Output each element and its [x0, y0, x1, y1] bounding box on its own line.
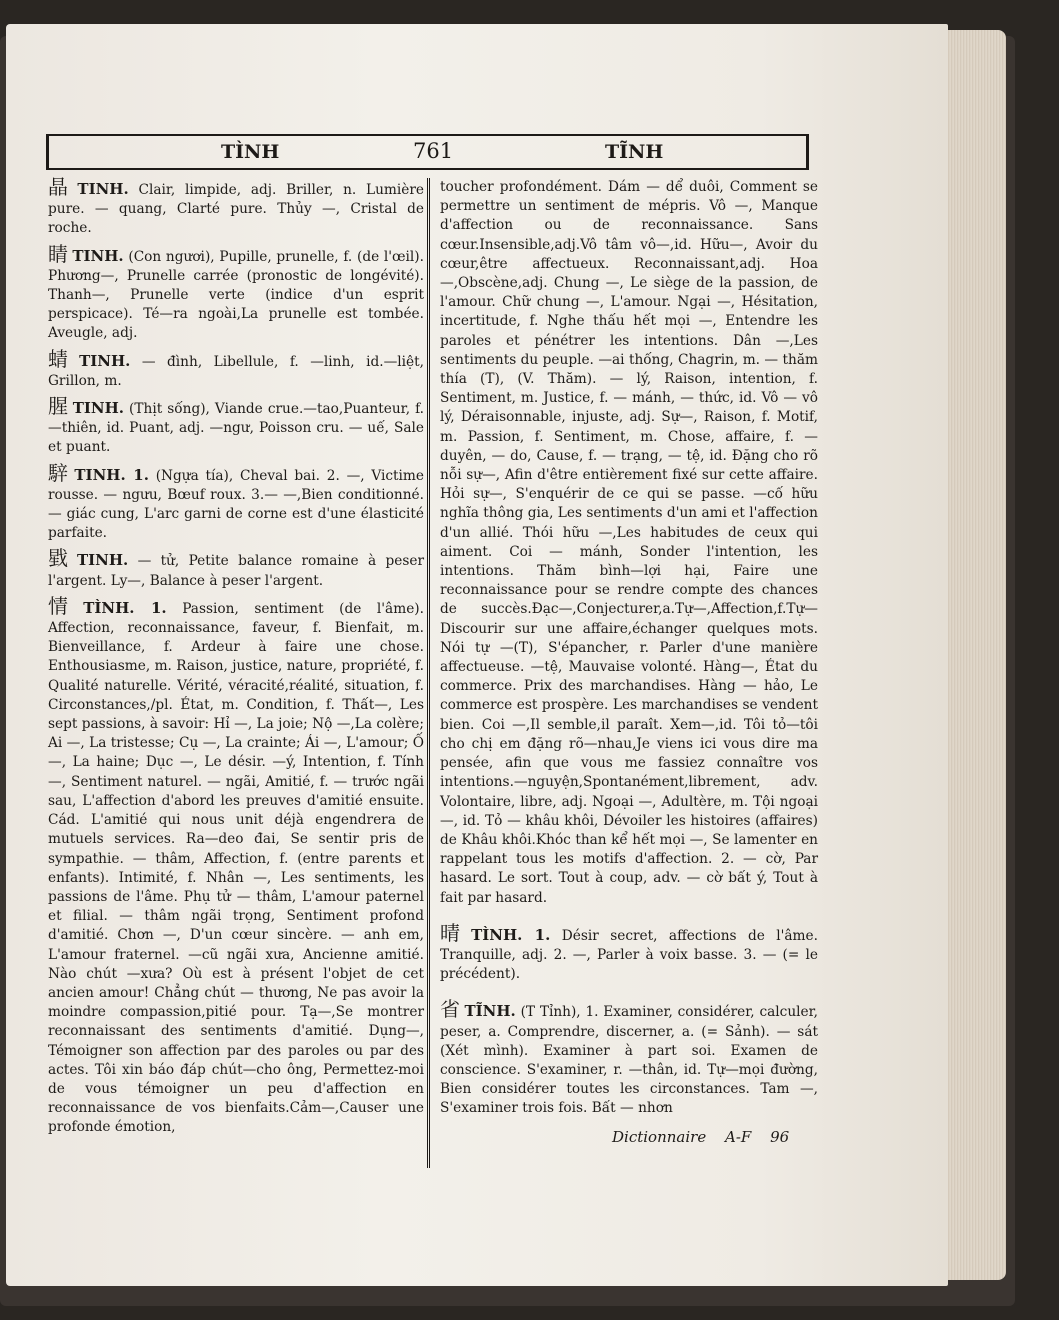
entry — [48, 175, 425, 239]
headword: TINH. — [77, 180, 129, 198]
page-fore-edge — [938, 30, 1006, 1280]
han-character: 騂 — [48, 460, 71, 485]
entry — [48, 394, 425, 458]
entry-continuation — [440, 178, 818, 908]
sheet-number: 96 — [770, 1128, 790, 1146]
han-character: 省 — [440, 997, 461, 1022]
definition: (Ngựa tía), Cheval bai. 2. —, Victime rousse. — ngưu, Bœuf roux. 3.— —,Bien conditionné. — giác cung, L'arc garni de corne est d'une élasticité parfaite. — [48, 467, 424, 542]
han-character: 晶 — [48, 175, 74, 199]
page-number: 761 — [413, 139, 454, 163]
headword: TÌNH. 1. — [83, 598, 167, 617]
headword: TĨNH. — [464, 1002, 516, 1021]
definition: — tử, Petite balance romaine à peser l'argent. Ly—, Balance à peser l'argent. — [48, 553, 424, 589]
definition: (T Tỉnh), 1. Examiner, considérer, calculer, peser, a. Comprendre, discerner, a. (= Sảnh). — sát (Xét mình). Examiner à part soi. Examen de conscience. S'examiner, r. —thân, id. Tự—mọi đường, Bien considérer toutes les circonstances. Tam —, S'examiner trois fois. Bất — nhơn — [440, 1004, 819, 1117]
han-character: 戥 — [48, 546, 73, 571]
signature-mark — [612, 1128, 803, 1146]
left-column — [48, 175, 425, 1144]
definition: (Thịt sống), Viande crue.—tao,Puanteur, f. —thiên, id. Puant, adj. —ngư, Poisson cru. — uế, Sale et puant. — [48, 401, 425, 456]
signature-label: Dictionnaire — [612, 1128, 707, 1146]
headword: TINH. — [79, 351, 131, 370]
entry — [48, 460, 424, 544]
definition: Désir secret, affections de l'âme. Tranquille, adj. 2. —, Parler à voix basse. 3. — (= le précédent). — [440, 927, 818, 983]
entry — [48, 593, 424, 1138]
definition: toucher profondément. Dám — dể duôi, Comment se permettre un sentiment de mépris. Vô —, Manque d'affection ou de reconnaissance. Sans cœur.Insensible,adj.Vô tâm vô—,id. Hữu—, Avoir du cœur,être affectueux. Reconnaissant,adj. Hoa—,Obscène,adj. Chung —, Le siège de la passion, de l'amour. Chữ chung —, L'amour. Ngại —, Hésitation, incertitude, f. Nghe thấu hết mọi —, Entendre les paroles et pénétrer les intentions. Dân —,Les sentiments du peuple. —ai thống, Chagrin, m. — thăm thía (T), (V. Thăm). — lý, Raison, intention, f. Sentiment, m. Justice, f. — mánh, — thức, id. Vô — vô lý, Déraisonnable, injuste, adj. Sự—, Raison, f. Motif, m. Passion, f. Sentiment, m. Chose, affaire, f. — duyên, — do, Cause, f. — trạng, — tệ, id. Đặng cho rõ nỗi sự—, Afin d'être entièrement fixé sur cette affaire. Hỏi sự—, S'enquérir de ce qui se passe. —cố hữu nghĩa thông gia, Les sentiments d'un ami et l'affection d'un allié. Thói hữu —,Les habitudes de ceux qui aiment. Coi — mánh, Sonder l'intention, les intentions. Thăm bình—lợi hại, Faire une reconnaissance pour se rendre compte des chances de succès.Đạc—,Conjecturer,a.Tự—,Affection,f.Tự—Discourir sur une affaire,échanger quelques mots. Nói tự —(T), S'épancher, r. Parler d'une manière affectueuse. —tệ, Mauvaise volonté. Hàng—, État du commerce. Prix des marchandises. Hàng — hảo, Le commerce est prospère. Les marchandises se vendent bien. Coi —,Il semble,il paraît. Xem—,id. Tôi tỏ—tôi cho chị em đặng rõ—nhau,Je viens ici vous dire ma pensée, afin que vous me fassiez connaître vos intentions.—nguyện,Spontanément,librement, adv. Volontaire, libre, adj. Ngoại —, Adultère, m. Tội ngoại—, id. Tỏ — khâu khôi, Dévoiler les histoires (affaires) de Khâu khôi.Khóc than kể hết mọi —, Se lamenter en rappelant tous les motifs d'affection. 2. — cờ, Par hasard. Le sort. Tout à coup, adv. — cờ bất ý, Tout à fait par hasard. — [440, 179, 818, 906]
han-character: 情 — [48, 593, 80, 618]
headword: TINH. — [72, 399, 124, 418]
headword: TÌNH. 1. — [471, 925, 551, 944]
definition: — đình, Libellule, f. —linh, id.—liệt, Grillon, m. — [48, 353, 424, 389]
headword: TINH. — [72, 246, 124, 265]
han-character: 蜻 — [48, 346, 76, 371]
definition: Clair, limpide, adj. Briller, n. Lumière pure. — quang, Clarté pure. Thủy —, Cristal de roche. — [48, 182, 425, 237]
entry — [48, 546, 424, 590]
section-label: A-F — [724, 1128, 752, 1146]
header-right-word: TĨNH — [605, 141, 664, 163]
entry — [48, 346, 424, 391]
header-left-word: TÌNH — [221, 141, 280, 163]
han-character: 晴 — [440, 920, 468, 945]
right-column — [440, 178, 818, 1125]
running-header — [46, 134, 809, 170]
entry — [440, 997, 819, 1118]
headword: TINH. — [76, 551, 129, 570]
column-divider — [427, 178, 430, 1168]
definition: (Con ngươi), Pupille, prunelle, f. (de l'œil). Phương—, Prunelle carrée (pronostic de longévité). Thanh—, Prunelle verte (indice d'un esprit perspicace). Té—ra ngoài,La prunelle est tombée. Aveugle, adj. — [48, 248, 424, 342]
entry — [48, 241, 424, 344]
entry — [440, 920, 818, 985]
han-character: 腥 — [48, 394, 69, 419]
headword: TINH. 1. — [74, 465, 149, 484]
han-character: 睛 — [48, 241, 69, 266]
definition: Passion, sentiment (de l'âme). Affection, reconnaissance, faveur, f. Bienfait, m. Bienveillance, f. Ardeur à faire une chose. Enthousiasme, m. Raison, justice, nature, propriété, f. Qualité naturelle. Vérité, véracité,réalité, situation, f. Circonstances,/pl. État, m. Condition, f. Thất—, Les sept passions, à savoir: Hỉ —, La joie; Nộ —,La colère; Ai —, La tristesse; Cụ —, La crainte; Ái —, L'amour; Ố—, La haine; Dục —, Le désir. —ý, Intention, f. Tính —, Sentiment naturel. — ngãi, Amitié, f. — trước ngãi sau, L'affection d'abord les preuves d'amitié ensuite. Cád. L'amitié qui nous unit déjà engendrera de mutuels services. Ra—deo đai, Se sentir pris de sympathie. — thâm, Affection, f. (entre parents et enfants). Intimité, f. Nhân —, Les sentiments, les passions de l'âme. Phụ tử — thâm, L'amour paternel et filial. — thâm ngãi trọng, Sentiment profond d'amitié. Chơn —, D'un cœur sincère. — anh em, L'amour fraternel. —cũ ngãi xưa, Ancienne amitié. Nào chút —xưa? Où est à présent l'objet de cet ancien amour! Chẳng chút — thương, Ne pas avoir la moindre compassion,pitié pour. Tạ—,Se montrer reconnaissant des sentiments d'amitié. Dụng—, Témoigner son affection par des paroles ou par des actes. Tôi xin báo đáp chút—cho ông, Permettez-moi de vous témoigner un peu d'affection en reconnaissance de vos bienfaits.Cảm—,Causer une profonde émotion, — [48, 600, 424, 1136]
